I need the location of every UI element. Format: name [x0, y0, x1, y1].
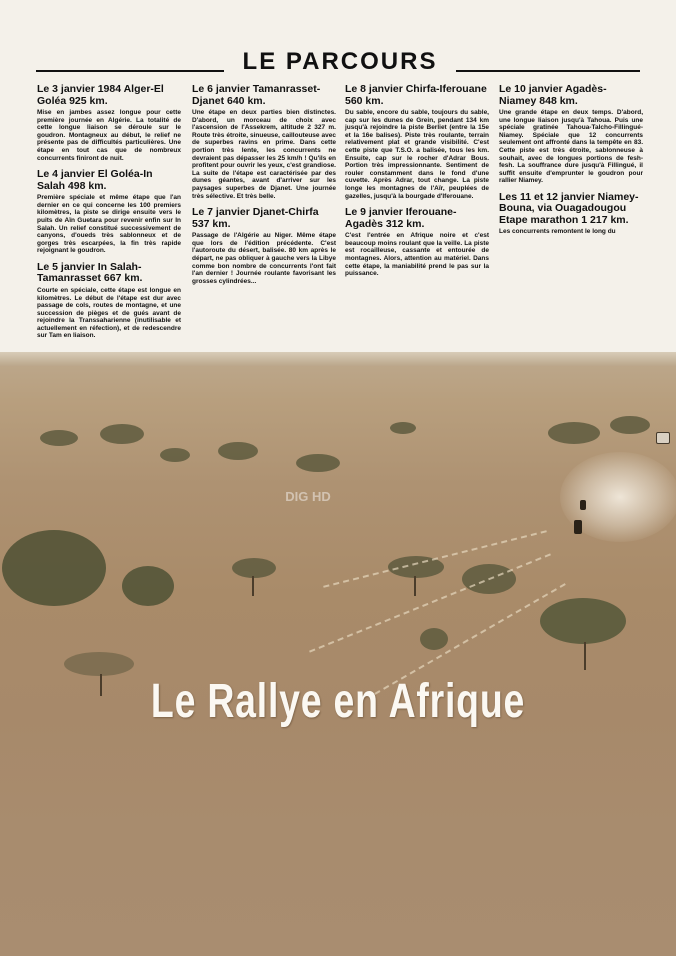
acacia-tree: [540, 598, 626, 644]
stage-body: Les concurrents remontent le long du: [499, 228, 616, 236]
acacia-tree: [160, 448, 190, 462]
section-header: [36, 48, 640, 78]
stage-body: Première spéciale et même étape que l'an dernier en ce qui concerne les 100 premiers kilomètres, la piste se dirige ensuite vers le puits de Aïn Guetara pour revenir enfin sur In Salah. Un relief constitué successivement de canyons, d'oueds très sablonneux et de gorges très escarpées, la fin très rapide rejoignant le goudron.: [37, 194, 181, 255]
stage-heading: Les 11 et 12 janvier Niamey-Bouna, via Ouagadougou Etape marathon 1 217 km.: [499, 190, 639, 226]
text-column-4: [499, 84, 643, 243]
acacia-tree: [296, 454, 340, 472]
text-column-2: [192, 84, 336, 292]
acacia-tree: [390, 422, 416, 434]
motorcycle-rider: [580, 500, 586, 510]
header-rule-right: [456, 70, 640, 72]
stage-heading: Le 9 janvier Iferouane-Agadès 312 km.: [345, 206, 457, 230]
stage-heading: Le 10 janvier Agadès-Niamey 848 km.: [499, 83, 607, 107]
acacia-tree: [122, 566, 174, 606]
acacia-tree: [610, 416, 650, 434]
photo-caption: Le Rallye en Afrique: [150, 675, 526, 728]
tree-trunk: [414, 576, 416, 596]
tree-trunk: [584, 642, 586, 670]
acacia-tree: [2, 530, 106, 606]
page-title: LE PARCOURS: [242, 48, 438, 75]
stage-body: Une grande étape en deux temps. D'abord, une longue liaison jusqu'à Tahoua. Puis une spéciale gratinée Tahoua-Talcho-Fillingué-Niamey. Spéciale que 12 concurrents seulement ont affronté dans la tempête en 83. Cette piste est très étroite, sablonneuse à souhait, avec de longues portions de fesh-fesh. La souffrance dure jusqu'à Fillingué, il suffit ensuite d'emprunter le goudron pour rallier Niamey.: [499, 109, 643, 185]
stage-heading: Le 6 janvier Tamanrasset-Djanet 640 km.: [192, 83, 321, 107]
stage-body: C'est l'entrée en Afrique noire et c'est beaucoup moins roulant que la veille. La piste est rocailleuse, cassante et entourée de montagnes. Alors, attention au matériel. Dans cette étape, la maniabilité prend le pas sur la puissance.: [345, 232, 489, 278]
acacia-tree: [64, 652, 134, 676]
header-rule-left: [36, 70, 224, 72]
text-column-3: [345, 84, 489, 285]
acacia-tree: [548, 422, 600, 444]
motorcycle-rider: [574, 520, 582, 534]
acacia-tree: [100, 424, 144, 444]
tree-trunk: [252, 576, 254, 596]
stage-body: Passage de l'Algérie au Niger. Même étape que lors de l'édition précédente. C'est l'autoroute du désert, balisée. 80 km après le départ, ne pas obliquer à gauche vers la Libye comme bon nombre de concurrents l'ont fait l'an dernier ! Journée roulante favorisant les grosses cylindrées...: [192, 232, 336, 285]
stage-heading: Le 8 janvier Chirfa-Iferouane 560 km.: [345, 83, 487, 107]
stage-body: Courte en spéciale, cette étape est longue en kilomètres. Le début de l'étape est dur avec passage de cols, routes de montagne, et une succession de pièges et de gués avant de rejoindre la Transsaharienne (inutilisable et actuellement en réfection), et de redescendre sur Tam en liaison.: [37, 286, 181, 340]
stage-heading: Le 5 janvier In Salah-Tamanrasset 667 km.: [37, 260, 143, 285]
stage-heading: Le 4 janvier El Goléa-In Salah 498 km.: [37, 168, 153, 192]
watermark-logo: DIG HD: [285, 489, 331, 504]
acacia-tree: [218, 442, 258, 460]
horizon-band: [0, 352, 676, 366]
stage-heading: Le 3 janvier 1984 Alger-El Goléa 925 km.: [37, 83, 164, 107]
stage-heading: Le 7 janvier Djanet-Chirfa 537 km.: [192, 206, 319, 230]
stage-body: Une étape en deux parties bien distinctes. D'abord, un morceau de choix avec l'ascension de l'Assekrem, altitude 2 327 m. Route très étroite, sinueuse, caillouteuse avec de superbes ravins en prime. Dans cette portion très lente, les concurrents ne devraient pas dépasser les 25 km/h ! Qu'ils en profitent pour ouvrir les yeux, c'est grandiose. La suite de l'étape est caractérisée par des dunes géantes, avant d'arriver sur les paysages superbes de Djanet. Une journée très sélective. Et très belle.: [192, 109, 336, 200]
text-column-1: [37, 84, 181, 347]
stage-body: Du sable, encore du sable, toujours du sable, cap sur les dunes de Grein, pendant 134 km jusqu'à rejoindre la piste Berliet (entre la 15e et la 16e balises). Piste très roulante, terrain relativement plat et grande visibilité. C'est cette piste que T.S.O. a balisée, tous les km. Ensuite, cap sur le rocher d'Adrar Bous. Portion très impressionnante. Sentiment de rouler constamment dans le fond d'une cuvette. Après Adrar, tout change. La piste longe les montagnes de l'Aïr, peuplées de gazelles, jusqu'à la bourgade d'Iferouane.: [345, 109, 489, 200]
stage-body: Mise en jambes assez longue pour cette première journée en Algérie. La totalité de cette longue liaison se déroule sur le goudron. Montagneux au début, le relief ne présente pas de difficultés particulières. Une étape en tout cas que de nombreux concurrents finiront de nuit.: [37, 109, 181, 162]
acacia-tree: [232, 558, 276, 578]
savanna-photo: [0, 352, 676, 956]
acacia-tree: [420, 628, 448, 650]
acacia-tree: [40, 430, 78, 446]
support-vehicle: [656, 432, 670, 444]
